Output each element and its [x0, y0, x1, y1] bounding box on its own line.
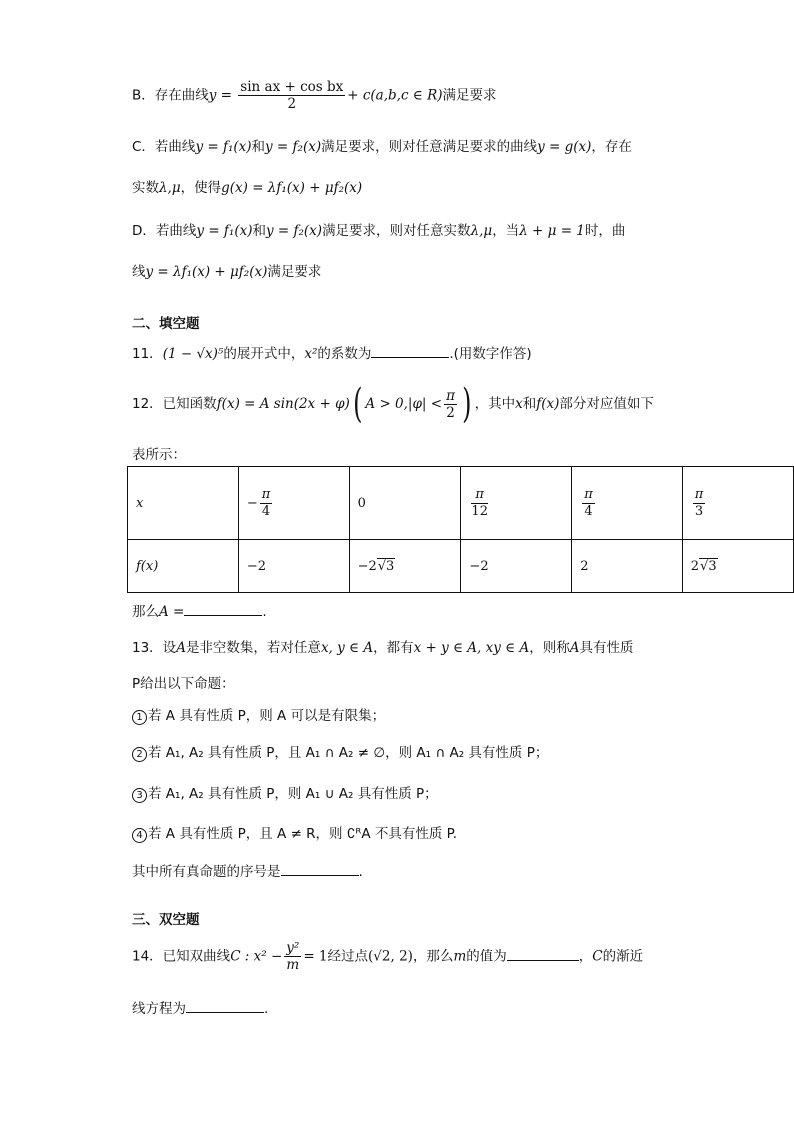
option-c-and: 和 [251, 139, 266, 155]
q13-item-2-text: 若 A₁, A₂ 具有性质 P，且 A₁ ∩ A₂ ≠ ∅，则 A₁ ∩ A₂ 具有性质 P； [148, 745, 549, 761]
q13-item-2 [132, 741, 548, 762]
q12-text1: ，其中 [474, 396, 516, 412]
option-b-fraction [238, 79, 345, 112]
option-d-when: ，当 [492, 223, 520, 239]
option-d-expression: y = λf₁(x) + μf₂(x) [145, 264, 268, 280]
option-b-numerator: sin ax + cos bx [240, 79, 344, 95]
q12-pi: π [446, 387, 455, 404]
option-d-mid: 满足要求，则对任意实数 [322, 223, 471, 239]
option-c-line2 [132, 176, 362, 196]
option-d-end: 时，曲 [584, 223, 626, 239]
q13-item-3 [132, 782, 438, 803]
q12-two: 2 [446, 404, 455, 421]
q13-item-4-text: 若 A 具有性质 P，且 A ≠ R，则 ∁ᴿA 不具有性质 P. [148, 826, 457, 842]
table-cell: $\frac{\pi}{4}$ [572, 467, 683, 540]
circle-1-icon: 1 [132, 710, 147, 725]
q14-number: 14．已知双曲线 [132, 948, 231, 965]
table-cell: −2 [461, 540, 572, 593]
q13-item-1-text: 若 A 具有性质 P，则 A 可以是有限集； [148, 708, 386, 724]
option-b [132, 79, 497, 112]
option-c-f2: y = f₂(x) [265, 139, 322, 155]
option-c-g: y = g(x) [537, 139, 592, 155]
table-cell: −2√3 [349, 540, 461, 593]
q14-comma: ， [578, 948, 593, 965]
option-b-denominator: 2 [287, 96, 297, 112]
q13-ask [132, 860, 363, 880]
option-c-label: C．若曲线 [132, 139, 196, 155]
q13-ask-text: 其中所有真命题的序号是 [132, 864, 281, 880]
q14-denominator: m [286, 957, 300, 973]
q14-line2-text: 线方程为 [132, 1001, 186, 1017]
table-cell: f(x) [128, 540, 239, 593]
q13-xy: x, y ∈ A [320, 640, 374, 656]
option-d-line1 [132, 219, 625, 239]
option-c-line1 [132, 135, 632, 155]
option-d-line-word: 线 [132, 264, 146, 280]
option-c-end: ，存在 [591, 139, 632, 155]
circle-2-icon: 2 [132, 747, 147, 762]
table-cell: $\frac{\pi}{3}$ [682, 467, 793, 540]
option-b-y: y = [208, 87, 232, 104]
q12-text2: 部分对应值如下 [559, 396, 654, 412]
table-cell: − $\frac{\pi}{4}$ [238, 467, 349, 540]
q11-answer-blank[interactable] [371, 345, 449, 358]
circle-4-icon: 4 [132, 828, 147, 843]
q12-right-paren: ) [462, 381, 472, 427]
option-c-f1: y = f₁(x) [195, 139, 252, 155]
q13-condition: x + y ∈ A, xy ∈ A [413, 640, 530, 656]
q14-line2 [132, 997, 268, 1017]
q13-text1: 是非空数集，若对任意 [185, 640, 321, 656]
q13-item-4 [132, 822, 457, 843]
q12-ans-prefix: 那么 [132, 604, 159, 620]
table-cell: 0 [349, 467, 461, 540]
q14-text3: 的值为 [466, 948, 507, 965]
question-14 [132, 940, 643, 973]
option-c-mid: 满足要求，则对任意满足要求的曲线 [321, 139, 538, 155]
option-d-lambda-mu: λ,μ [470, 223, 493, 239]
option-c-lambda-mu: λ,μ [159, 180, 181, 196]
option-d-line2 [132, 260, 321, 280]
q12-ans-var: A = [159, 604, 185, 620]
option-c-real: 实数 [132, 180, 159, 196]
q14-text4: 的渐近 [602, 948, 644, 965]
q13-A2: A [569, 640, 580, 656]
q14-m: m [453, 948, 467, 965]
table-cell: −2 [238, 540, 349, 593]
q12-left-paren: ( [352, 381, 363, 427]
q13-text2: ，都有 [373, 640, 414, 656]
option-b-rest: + c(a,b,c ∈ R) [347, 87, 443, 104]
q13-item-1 [132, 704, 385, 725]
q11-x-squared: x² [304, 346, 318, 362]
table-row [128, 540, 794, 593]
question-13 [132, 636, 633, 656]
option-d-f1: y = f₁(x) [196, 223, 253, 239]
q14-answer-blank-2[interactable] [186, 1000, 264, 1013]
option-d-and: 和 [252, 223, 266, 239]
option-c-such-that: ，使得 [180, 180, 222, 196]
q13-text3: ，则称 [529, 640, 570, 656]
q14-text2: ，那么 [412, 948, 454, 965]
table-cell: $\frac{\pi}{12}$ [461, 467, 572, 540]
option-d-label: D．若曲线 [132, 223, 197, 239]
q11-text3: .(用数字作答) [449, 346, 532, 362]
table-cell: 2√3 [682, 540, 793, 593]
q12-x: x [515, 396, 523, 412]
q13-number: 13．设 [132, 640, 177, 656]
q12-value-table [127, 466, 794, 593]
table-cell: x [128, 467, 239, 540]
q13-line2: P给出以下命题： [132, 676, 235, 692]
q12-answer-blank[interactable] [184, 603, 262, 616]
q12-fx: f(x) [536, 396, 560, 412]
q11-text2: 的系数为 [317, 346, 372, 362]
option-b-label: B．存在曲线 [132, 87, 209, 104]
q12-expression: f(x) = A sin(2x + φ) [216, 396, 350, 412]
q13-A: A [176, 640, 186, 656]
q14-fraction [284, 940, 301, 973]
table-cell: 2 [572, 540, 683, 593]
section-fill-in-heading: 二、填空题 [132, 316, 200, 332]
q13-ask-end: . [358, 864, 363, 880]
q14-C: C [592, 948, 603, 965]
q14-numerator: y² [286, 940, 300, 956]
q13-text4: 具有性质 [579, 640, 634, 656]
q14-answer-blank-1[interactable] [507, 948, 579, 961]
q12-condition: A > 0,|φ| < [365, 396, 443, 412]
q12-ans-end: . [262, 604, 267, 620]
option-d-condition: λ + μ = 1 [519, 223, 585, 239]
table-row [128, 467, 794, 540]
q14-equals: = 1 [303, 948, 328, 965]
q13-item-3-text: 若 A₁, A₂ 具有性质 P，则 A₁ ∪ A₂ 具有性质 P； [148, 786, 438, 802]
q12-line2: 表所示： [132, 447, 186, 463]
q12-and: 和 [522, 396, 537, 412]
circle-3-icon: 3 [132, 788, 147, 803]
q12-pi-over-2 [444, 388, 457, 421]
q11-expression: (1 − √x)⁵ [162, 346, 224, 362]
option-d-satisfies: 满足要求 [267, 264, 322, 280]
q14-text1: 经过点 [327, 948, 369, 965]
option-b-tail: 满足要求 [442, 87, 497, 104]
q11-text1: 的展开式中， [223, 346, 305, 362]
option-d-f2: y = f₂(x) [265, 223, 323, 239]
q14-curve: C : x² − [230, 948, 283, 965]
q12-answer-line [132, 600, 267, 620]
option-c-equation: g(x) = λf₁(x) + μf₂(x) [221, 180, 363, 196]
q13-answer-blank[interactable] [281, 863, 359, 876]
section-double-blank-heading: 三、双空题 [132, 912, 200, 928]
q12-number: 12．已知函数 [132, 396, 217, 412]
q14-line2-end: . [264, 1001, 269, 1017]
q11-number: 11． [132, 346, 163, 362]
question-12 [132, 381, 654, 427]
question-11 [132, 342, 532, 362]
q14-point: (√2, 2) [368, 948, 413, 965]
